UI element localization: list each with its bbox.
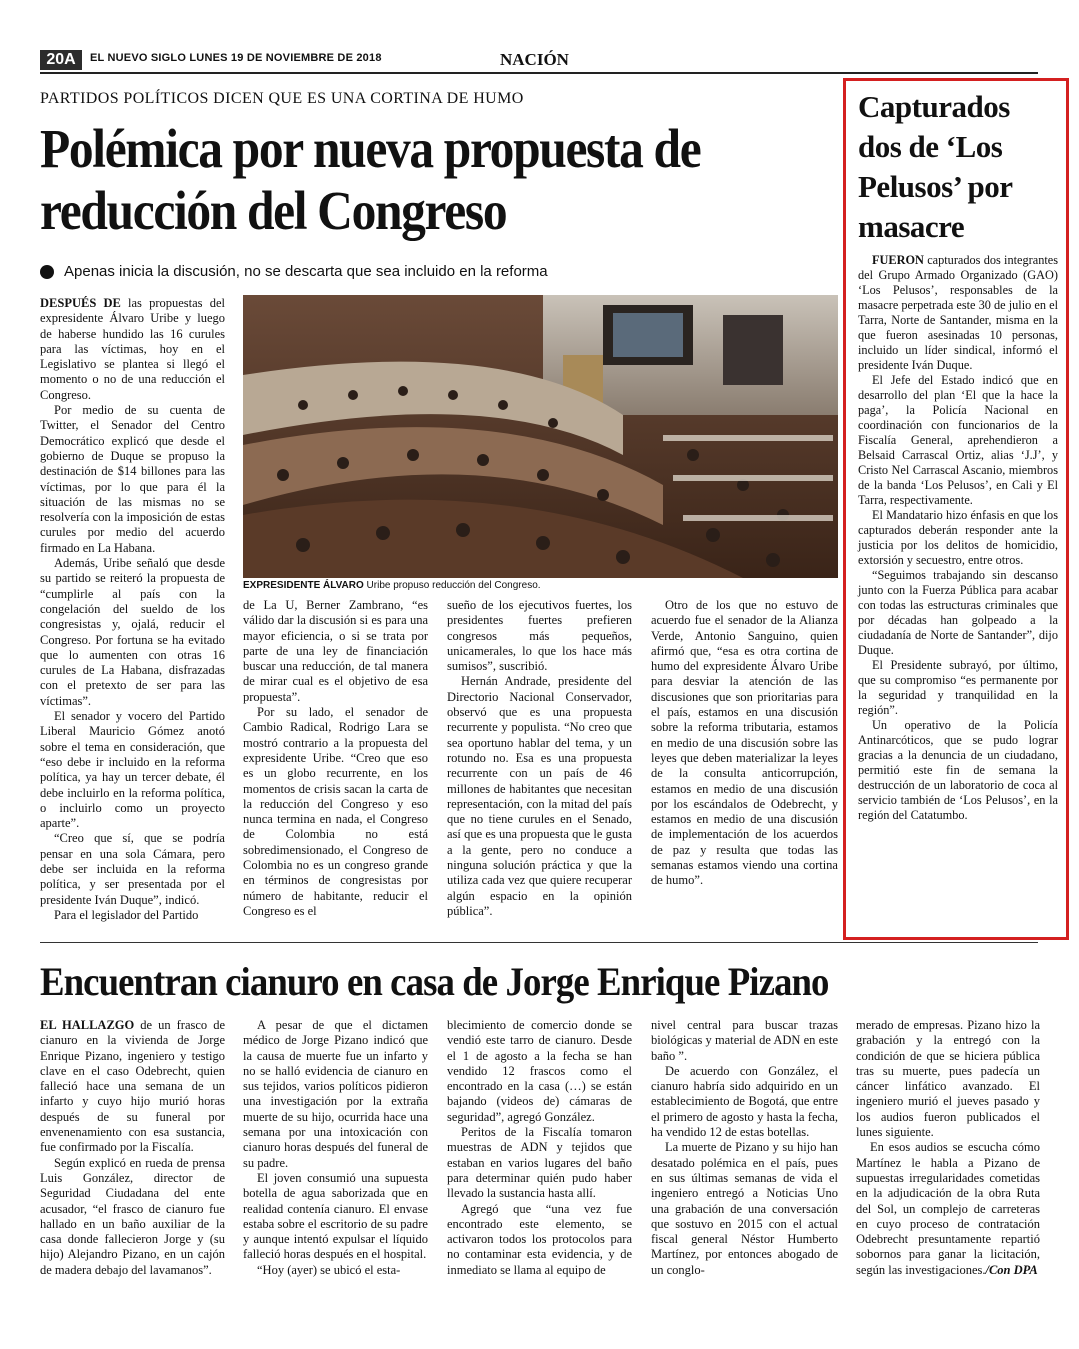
paragraph: merado de empresas. Pizano hizo la grabación y la entregó con la condición de que se hiciera pública tras su muerte, pues padecía un cáncer linfático avanzado. El ingeniero murió el jueves pasado y los audios fueron publicados el lunes siguiente. xyxy=(856,1018,1040,1140)
paragraph: El joven consumió una supuesta botella de agua saborizada que en realidad contenía cianuro. El envase estaba sobre el escritorio de su padre y aunque intentó expulsar el líquido falleció horas después en el hospital. xyxy=(243,1170,428,1262)
side-article-title: Capturados dos de ‘Los Pelusos’ por masacre xyxy=(858,89,1012,244)
paragraph-text: capturados dos integrantes del Grupo Armado Organizado (GAO) ‘Los Pelusos’, responsables de la masacre perpetrada este 30 de julio en el Tarra, Norte de Santander, misma en la que fueron asesinadas 10 personas, incluido un líder sindical, informó el presidente Iván Duque. xyxy=(858,253,1058,372)
main-column-2 xyxy=(243,598,428,919)
paragraph: El Presidente subrayó, por último, que su compromiso “es permanente por la seguridad y tranquilidad en la región”. xyxy=(858,658,1058,717)
second-column-1 xyxy=(40,1018,225,1278)
paragraph: Agregó que “una vez fue encontrado este elemento, se activaron todos los protocolos para no contaminar esta evidencia, y de inmediato se llama al equipo de xyxy=(447,1201,632,1277)
paragraph xyxy=(856,1140,1040,1278)
congress-chamber-image xyxy=(243,295,838,578)
main-kicker: PARTIDOS POLÍTICOS DICEN QUE ES UNA CORTINA DE HUMO xyxy=(40,90,524,107)
second-column-2 xyxy=(243,1018,428,1278)
paragraph: Peritos de la Fiscalía tomaron muestras de ADN y tejidos que estaban en varios lugares del baño para determinar quién pudo haber llevado la sustancia hasta allí. xyxy=(447,1125,632,1201)
publication-info xyxy=(90,52,382,64)
paragraph xyxy=(858,253,1058,373)
publication-name: EL NUEVO SIGLO xyxy=(90,52,187,64)
paragraph: La muerte de Pizano y su hijo han desatado polémica en el país, pues en sus últimas semanas de vida el ingeniero entregó a Noticias Uno una grabación de una conversación que sostuvo en 2015 con el actual fiscal general Néstor Humberto Martínez, por entonces abogado de un conglo- xyxy=(651,1140,838,1277)
publication-date: LUNES 19 DE NOVIEMBRE DE 2018 xyxy=(189,52,382,64)
lead-word: FUERON xyxy=(872,253,924,267)
paragraph: Para el legislador del Partido xyxy=(54,907,199,922)
paragraph: El senador y vocero del Partido Liberal Mauricio Gómez anotó sobre el tema en consideración, que “eso debe ir incluido en la reforma política, ya hay un tercer debate, él debe incluirlo en la reforma política, o incluirlo como un proyecto aparte”. xyxy=(40,709,225,831)
paragraph: Según explicó en rueda de prensa Luis González, director de Seguridad Ciudadana del ente acusador, “el frasco de cianuro fue hallado en un baño auxiliar de la casa donde fallecieron Jorge y (su hijo) Alejandro Pizano, en un cajón de madera debajo del lavamanos”. xyxy=(40,1155,225,1277)
caption-text: Uribe propuso reducción del Congreso. xyxy=(366,580,541,591)
second-column-4 xyxy=(651,1018,838,1278)
main-column-4 xyxy=(651,598,838,889)
main-subhead xyxy=(40,263,548,280)
paragraph: Otro de los que no estuvo de acuerdo fue el senador de la Alianza Verde, Antonio Sanguino, quien afirmó que, “esa es otra cortina de humo del expresidente Álvaro Uribe para desviar la atención de las discusiones que son prioritarias para el país, estamos en una discusión sobre la reforma tributaria, estamos en medio de una discusión sobre las leyes que deben materializar la leyes de la consulta anticorrupción, estamos en medio de una discusión por los escándalos de Odebrecht, y estamos en medio de una discusión de implementación de los acuerdos de paz y resulta que todas las semanas estamos viendo una cortina de humo”. xyxy=(651,598,838,888)
paragraph: nivel central para buscar trazas biológicas y material de ADN en este baño ”. xyxy=(651,1018,838,1063)
paragraph: Por medio de su cuenta de Twitter, el Senador del Centro Democrático explicó que desde el gobierno de Duque se propuso la destinación de $14 billones para las víctimas, por lo que para él la situación de las mismas no se resolvería con la imposición de estas curules por medio del acuerdo firmado en La Habana. xyxy=(40,403,225,555)
paragraph-text: las propuestas del expresidente Álvaro Uribe y luego de haberse hundido las 16 curules para las víctimas, hoy en el Legislativo se plantea si llegó el momento o no de una reducción el Congreso. xyxy=(40,296,225,402)
paragraph: Un operativo de la Policía Antinarcóticos, que se pudo lograr gracias a la denuncia de un ciudadano, permitió este fin de semana la destrucción de un laboratorio de coca al servicio también de ‘Los Pelusos’, en la región del Catatumbo. xyxy=(858,718,1058,822)
paragraph: “Creo que sí, que se podría pensar en una sola Cámara, pero debe ser incluida en la reforma política, y ser presentada por el presidente Iván Duque”, indicó. xyxy=(40,831,225,907)
paragraph: “Seguimos trabajando sin descanso junto con la Fuerza Pública para acabar con todas las estructuras criminales que por décadas han golpeado a la ciudadanía de Norte de Santander”, dijo Duque. xyxy=(858,568,1058,657)
paragraph: Por su lado, el senador de Cambio Radical, Rodrigo Lara se mostró contrario a la propuesta del expresidente Uribe. “Creo que eso es un globo recurrente, en los momentos de crisis sacan la carta de la reducción del Congreso y eso nunca termina en nada, el Congreso de Colombia no está sobredimensionado, el Congreso de Colombia no es un congreso grande en términos de congresistas por número de habitante, reducir el Congreso es el xyxy=(243,705,428,918)
page-header xyxy=(40,48,1038,74)
side-article-body xyxy=(858,253,1058,823)
paragraph: blecimiento de comercio donde se vendió este tarro de cianuro. Desde el 1 de agosto a la fecha se han vendido 12 frascos como el encontrado en la casa (…) se están bajando (videos de) cámaras de seguridad”, agregó González. xyxy=(447,1018,632,1124)
paragraph xyxy=(40,1018,225,1156)
paragraph: De acuerdo con González, el cianuro habría sido adquirido en un establecimiento de Bogotá, que entre el primero de agosto y hasta la fecha, ha vendido 12 de estas botellas. xyxy=(651,1063,838,1140)
photo-caption xyxy=(243,580,838,591)
lead-word: DESPUÉS DE xyxy=(40,296,121,310)
section-divider xyxy=(40,942,1038,943)
second-headline: Encuentran cianuro en casa de Jorge Enrique Pizano xyxy=(40,959,829,1004)
section-name: NACIÓN xyxy=(500,50,569,69)
main-column-3 xyxy=(447,598,632,919)
paragraph: Hernán Andrade, presidente del Directorio Nacional Conservador, observó que es una propuesta recurrente y populista. “No creo que sea oportuno hablar del tema, y un rotundo no. Esa es una propuesta recurrente con un país de 46 millones de habitantes que necesitan representación, con la mitad del país que no tiene curules en el Senado, así que es una propuesta que le gusta a la gente, pero no conduce a ninguna solución práctica y que la utiliza cada vez que quiere recuperar algún espacio en la opinión pública”. xyxy=(447,674,632,918)
main-subhead-text: Apenas inicia la discusión, no se descarta que sea incluido en la reforma xyxy=(64,263,548,280)
side-article-box xyxy=(843,78,1069,940)
main-column-1 xyxy=(40,296,225,923)
caption-lead: EXPRESIDENTE ÁLVARO xyxy=(243,580,364,591)
byline: /Con DPA xyxy=(985,1262,1038,1277)
paragraph: El Mandatario hizo énfasis en que los capturados deberán responder ante la justicia por los delitos de homicidio, extorsión y secuestro, entre otros. xyxy=(858,508,1058,567)
second-column-5 xyxy=(856,1018,1040,1278)
bullet-icon xyxy=(40,265,54,279)
congress-photo xyxy=(243,295,838,578)
paragraph-text: de un frasco de cianuro en la vivienda de Jorge Enrique Pizano, ingeniero y testigo clave en el caso Odebrecht, quien falleció hace una semana de un infarto y cuyo hijo murió horas después de su funeral por envenenamiento con esa sustancia, fue confirmado por la Fiscalía. xyxy=(40,1018,225,1155)
paragraph: A pesar de que el dictamen médico de Jorge Pizano indicó que la causa de muerte fue un infarto y no se halló evidencia de cianuro en sus tejidos, varios políticos pidieron una investigación por la extraña muerte de su hijo, ocurrida hace una semana por una intoxicación con cianuro horas después del funeral de su padre. xyxy=(243,1018,428,1170)
paragraph: sueño de los ejecutivos fuertes, los presidentes fuertes prefieren congresos más pequeños, unicamerales, lo que los hace más sumisos”, suscribió. xyxy=(447,598,632,674)
paragraph xyxy=(40,296,225,403)
lead-word: EL HALLAZGO xyxy=(40,1018,135,1032)
paragraph: Además, Uribe señaló que desde su partido se reiteró la propuesta de “cumplirle al país con la congelación del sueldo de los congresistas y, ojalá, reducir el Congreso. Por fortuna se ha evitado que lo aumenten con otras 16 curules de La Habana, disfrazadas con el pretexto de ser para las víctimas”. xyxy=(40,556,225,708)
paragraph: de La U, Berner Zambrano, “es válido dar la discusión si es para una mayor eficiencia, o si se trata por parte de una ley de financiación buscar una reducción, de tal manera de mirar cual es el objetivo de esa propuesta”. xyxy=(243,598,428,704)
main-headline: Polémica por nueva propuesta de reducción del Congreso xyxy=(40,118,701,241)
paragraph: “Hoy (ayer) se ubicó el esta- xyxy=(257,1262,401,1277)
second-column-3 xyxy=(447,1018,632,1278)
paragraph-text: En esos audios se escucha cómo Martínez le habla a Pizano de supuestas irregularidades cometidas en la adjudicación de la obra Ruta del Sol, un complejo de carreteras en cuyo proceso de contratación Odebrecht presuntamente repartió sobornos para ganar la licitación, según las investigaciones. xyxy=(856,1140,1040,1277)
paragraph: El Jefe del Estado indicó que en desarrollo del plan ‘El que la hace la paga’, la Policía Nacional en coordinación con funcionarios de la Fiscalía General, aprehendieron a Belsaid Carrascal Ortiz, alias ‘J.J’, y Cristo Nel Carrascal Ascanio, miembros de la banda ‘Los Pelusos’, en Cali y El Tarra, respectivamente. xyxy=(858,373,1058,507)
page-number: 20A xyxy=(40,50,82,70)
